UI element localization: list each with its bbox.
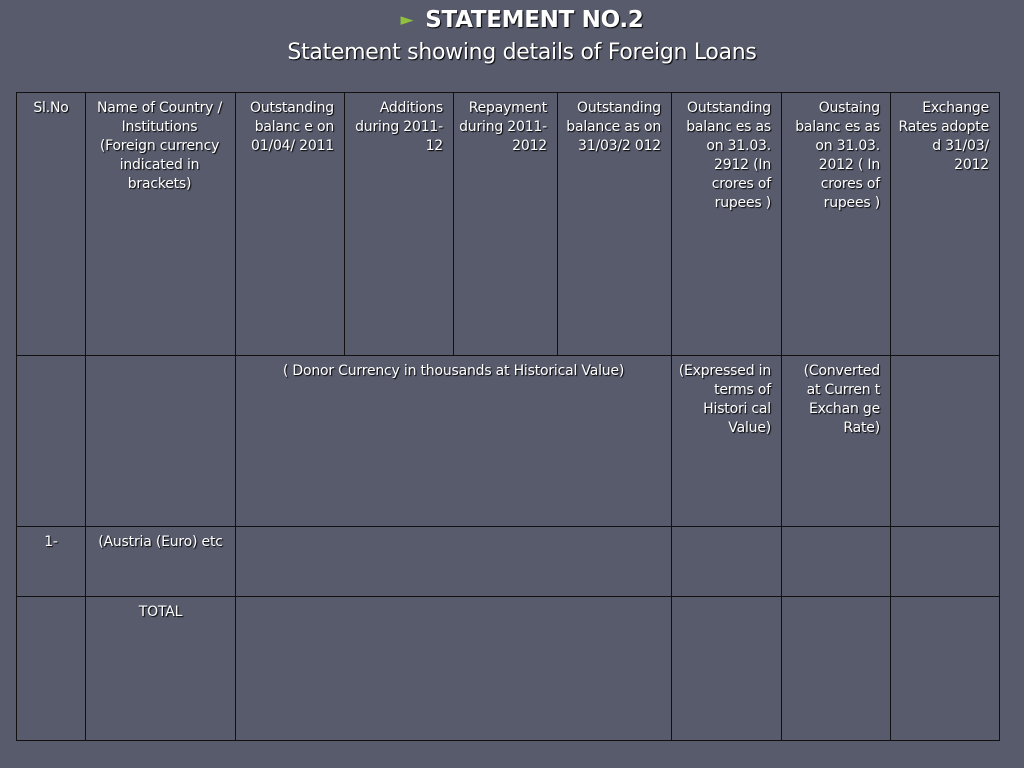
- total-empty-cell: [17, 597, 86, 741]
- donor-currency-note: ( Donor Currency in thousands at Historical Value): [236, 356, 672, 527]
- row-cell: [891, 527, 1000, 597]
- header-outstanding-crores: Outstanding balanc es as on 31.03. 2912 (In crores of rupees ): [672, 93, 782, 356]
- header-oustaing-crores: Oustaing balanc es as on 31.03. 2012 ( In crores of rupees ): [782, 93, 891, 356]
- total-cell: [672, 597, 782, 741]
- row-cell: [782, 527, 891, 597]
- statement-subheading: Statement showing details of Foreign Loans: [287, 40, 757, 65]
- units-row: [17, 356, 1000, 527]
- row-country: (Austria (Euro) etc: [86, 527, 236, 597]
- foreign-loans-table: [16, 92, 1000, 741]
- table-row: [17, 527, 1000, 597]
- bullet-arrow-icon: ►: [400, 10, 414, 30]
- converted-note: (Converted at Curren t Exchan ge Rate): [782, 356, 891, 527]
- header-row: [17, 93, 1000, 356]
- header-sl-no: Sl.No: [17, 93, 86, 356]
- header-country-institution: Name of Country / Institutions (Foreign currency indicated in brackets): [86, 93, 236, 356]
- row-currency-values: [236, 527, 672, 597]
- total-cell: [891, 597, 1000, 741]
- units-empty-cell: [891, 356, 1000, 527]
- units-empty-cell: [17, 356, 86, 527]
- total-label: TOTAL: [86, 597, 236, 741]
- row-sl-no: 1-: [17, 527, 86, 597]
- header-repayment: Repayment during 2011- 2012: [454, 93, 558, 356]
- header-outstanding-opening: Outstanding balanc e on 01/04/ 2011: [236, 93, 345, 356]
- slide-title: [0, 4, 1024, 68]
- row-cell: [672, 527, 782, 597]
- total-cell: [782, 597, 891, 741]
- total-currency-values: [236, 597, 672, 741]
- statement-heading: [0, 4, 1024, 38]
- header-additions: Additions during 2011- 12: [345, 93, 454, 356]
- total-row: [17, 597, 1000, 741]
- expressed-note: (Expressed in terms of Histori cal Value): [672, 356, 782, 527]
- header-exchange-rates: Exchange Rates adopte d 31/03/ 2012: [891, 93, 1000, 356]
- units-empty-cell: [86, 356, 236, 527]
- header-outstanding-closing: Outstanding balance as on 31/03/2 012: [558, 93, 672, 356]
- statement-number: STATEMENT NO.2: [425, 7, 644, 33]
